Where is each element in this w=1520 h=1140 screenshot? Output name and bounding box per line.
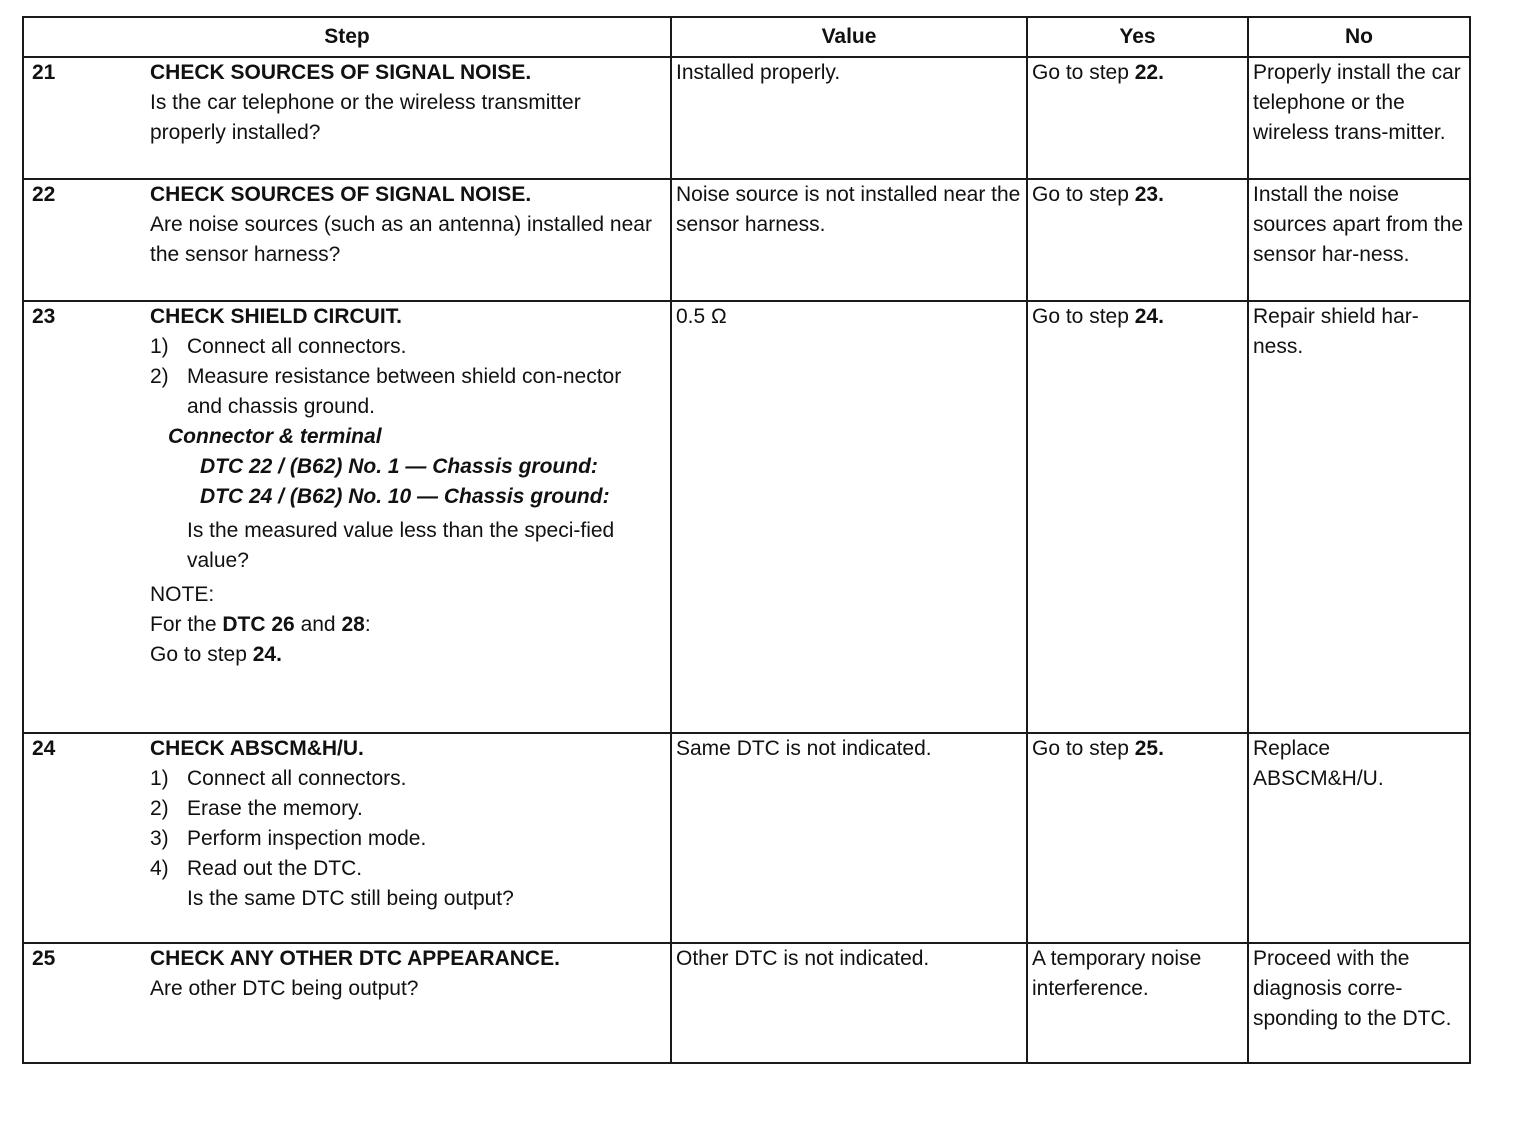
list-item	[150, 362, 662, 422]
header-step: Step	[23, 17, 671, 57]
yes-prefix: Go to step	[1032, 61, 1129, 84]
step-title: CHECK SOURCES OF SIGNAL NOISE.	[150, 183, 532, 206]
step-cell	[23, 943, 671, 1063]
list-item	[150, 764, 662, 794]
diagnostic-table	[22, 16, 1471, 1064]
item-number: 2)	[150, 365, 169, 388]
note-dtc2: 28	[341, 613, 365, 636]
step-question: Is the car telephone or the wireless transmitter properly installed?	[150, 91, 581, 144]
step-cell	[23, 301, 671, 733]
header-value: Value	[671, 17, 1027, 57]
note-goto	[150, 640, 666, 670]
item-text: Connect all connectors.	[187, 335, 407, 358]
step-cell	[23, 57, 671, 179]
item-text: Measure resistance between shield con-nector and chassis ground.	[187, 365, 622, 418]
note-label: NOTE:	[150, 583, 215, 606]
step-title: CHECK SHIELD CIRCUIT.	[150, 305, 403, 328]
step-question: Are other DTC being output?	[150, 977, 419, 1000]
connector-line: DTC 22 / (B62) No. 1 — Chassis ground:	[200, 455, 598, 478]
step-title: CHECK SOURCES OF SIGNAL NOISE.	[150, 61, 532, 84]
yes-step-link: 22.	[1134, 61, 1164, 84]
note-and: and	[300, 613, 336, 636]
no-cell: Repair shield har-ness.	[1248, 301, 1470, 733]
value-cell: Installed properly.	[671, 57, 1027, 179]
step-cell	[23, 179, 671, 301]
table-row-23	[23, 301, 1470, 733]
item-text: Connect all connectors.	[187, 767, 407, 790]
step-number: 25	[32, 947, 56, 970]
no-cell: Install the noise sources apart from the sensor har-ness.	[1248, 179, 1470, 301]
list-item	[150, 854, 662, 884]
value-cell: Noise source is not installed near the sensor harness.	[671, 179, 1027, 301]
step-question: Is the same DTC still being output?	[187, 887, 514, 910]
connector-line: DTC 24 / (B62) No. 10 — Chassis ground:	[200, 485, 610, 508]
table-row-24	[23, 733, 1470, 943]
item-number: 1)	[150, 767, 169, 790]
connector-title: Connector & terminal	[168, 425, 382, 448]
header-yes: Yes	[1027, 17, 1248, 57]
note-step-link: 24.	[252, 643, 282, 666]
header-no: No	[1248, 17, 1470, 57]
item-number: 1)	[150, 335, 169, 358]
note-text	[150, 610, 666, 640]
note-goto-prefix: Go to step	[150, 643, 247, 666]
item-number: 3)	[150, 827, 169, 850]
yes-prefix: Go to step	[1032, 183, 1129, 206]
note-colon: :	[364, 613, 371, 636]
step-number: 24	[32, 737, 56, 760]
item-text: Perform inspection mode.	[187, 827, 427, 850]
step-title: CHECK ANY OTHER DTC APPEARANCE.	[150, 947, 560, 970]
value-cell: Other DTC is not indicated.	[671, 943, 1027, 1063]
item-number: 4)	[150, 857, 169, 880]
note-dtc: DTC 26	[222, 613, 295, 636]
yes-cell	[1027, 57, 1248, 179]
table-row-21	[23, 57, 1470, 179]
list-item	[150, 824, 662, 854]
step-cell	[23, 733, 671, 943]
list-item	[150, 794, 662, 824]
yes-step-link: 23.	[1134, 183, 1164, 206]
value-cell: Same DTC is not indicated.	[671, 733, 1027, 943]
yes-step-link: 25.	[1134, 737, 1164, 760]
list-item	[150, 332, 662, 362]
step-question: Are noise sources (such as an antenna) installed near the sensor harness?	[150, 213, 652, 266]
item-text: Read out the DTC.	[187, 857, 363, 880]
step-title: CHECK ABSCM&H/U.	[150, 737, 364, 760]
table-row-22	[23, 179, 1470, 301]
yes-step-link: 24.	[1134, 305, 1164, 328]
step-number: 21	[32, 61, 56, 84]
yes-cell: A temporary noise interference.	[1027, 943, 1248, 1063]
yes-prefix: Go to step	[1032, 737, 1129, 760]
yes-cell	[1027, 301, 1248, 733]
header-row	[23, 17, 1470, 57]
yes-prefix: Go to step	[1032, 305, 1129, 328]
no-cell: Replace ABSCM&H/U.	[1248, 733, 1470, 943]
table-row-25	[23, 943, 1470, 1063]
yes-cell	[1027, 733, 1248, 943]
step-number: 23	[32, 305, 56, 328]
step-question: Is the measured value less than the speci-fied value?	[187, 519, 615, 572]
step-number: 22	[32, 183, 56, 206]
note-block	[28, 580, 666, 670]
value-cell: 0.5 Ω	[671, 301, 1027, 733]
yes-cell	[1027, 179, 1248, 301]
item-text: Erase the memory.	[187, 797, 363, 820]
no-cell: Proceed with the diagnosis corre-sponding to the DTC.	[1248, 943, 1470, 1063]
note-prefix: For the	[150, 613, 217, 636]
item-number: 2)	[150, 797, 169, 820]
no-cell: Properly install the car telephone or the wireless trans-mitter.	[1248, 57, 1470, 179]
